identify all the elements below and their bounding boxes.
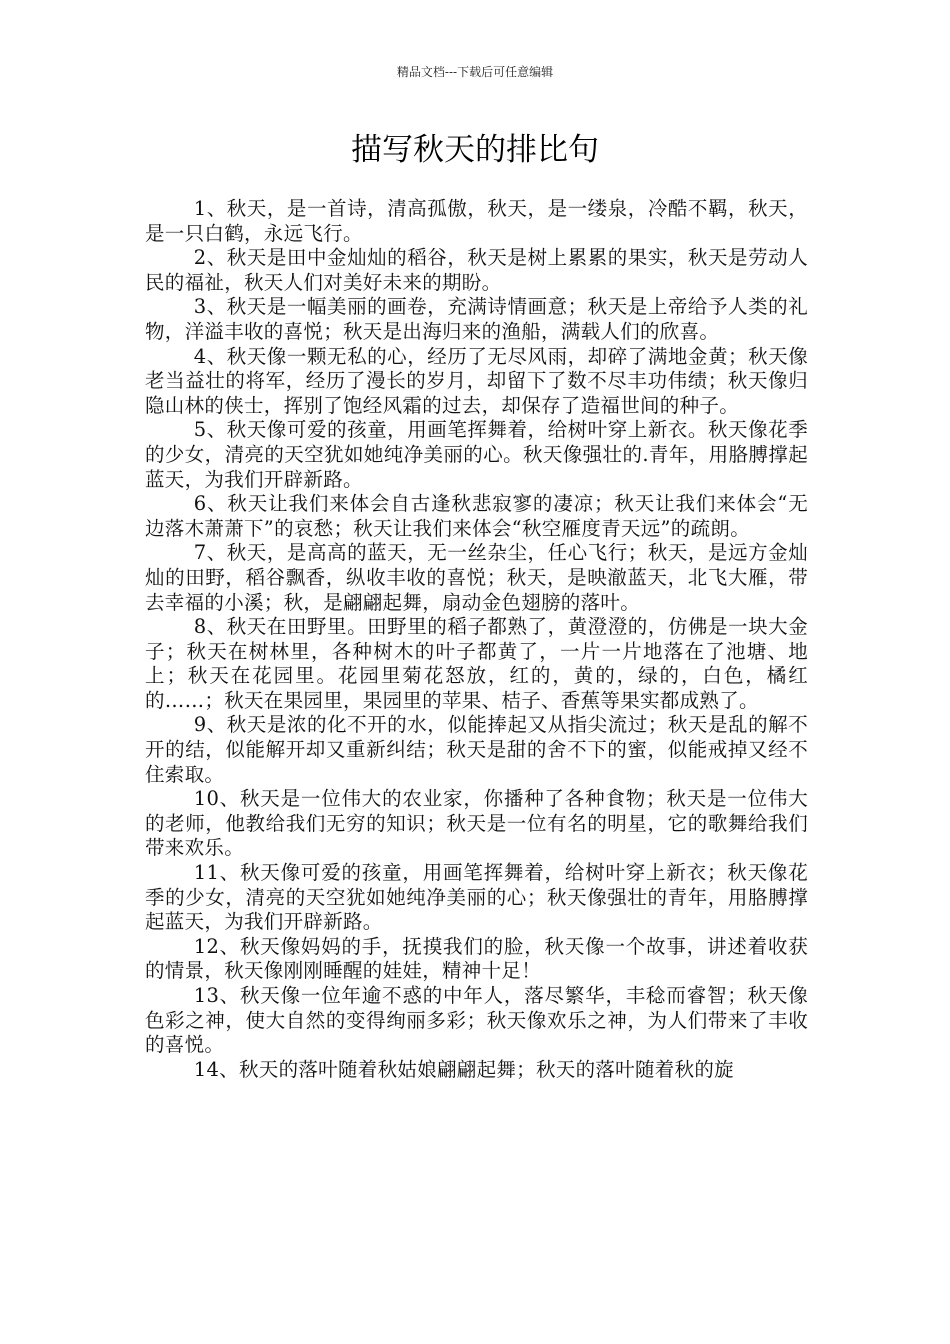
paragraph-14: 14、秋天的落叶随着秋姑娘翩翩起舞；秋天的落叶随着秋的旋 <box>193 1057 734 1081</box>
paragraph-11: 11、秋天像可爱的孩童，用画笔挥舞着，给树叶穿上新衣；秋天像花季的少女，清亮的天空犹如她纯净美丽的心；秋天像强壮的青年，用胳膊撑起蓝天，为我们开辟新路。 <box>145 861 808 934</box>
paragraph-4: 4、秋天像一颗无私的心，经历了无尽风雨，却碎了满地金黄；秋天像老当益壮的将军，经历了漫长的岁月，却留下了数不尽丰功伟绩；秋天像归隐山林的侠士，挥别了饱经风霜的过去，却保存了造福世间的种子。 <box>145 344 808 417</box>
paragraph-12: 12、秋天像妈妈的手，抚摸我们的脸，秋天像一个故事，讲述着收获的情景，秋天像刚刚睡醒的娃娃，精神十足！ <box>145 934 808 983</box>
paragraph-8: 8、秋天在田野里。田野里的稻子都熟了，黄澄澄的，仿佛是一块大金子；秋天在树林里，各种树木的叶子都黄了，一片一片地落在了池塘、地上；秋天在花园里。花园里菊花怒放，红的，黄的，绿的，白色，橘红的……；秋天在果园里，果园里的苹果、桔子、香蕉等果实都成熟了。 <box>145 615 808 712</box>
paragraph-10: 10、秋天是一位伟大的农业家，你播种了各种食物；秋天是一位伟大的老师，他教给我们无穷的知识；秋天是一位有名的明星，它的歌舞给我们带来欢乐。 <box>145 787 808 860</box>
paragraph-2: 2、秋天是田中金灿灿的稻谷，秋天是树上累累的果实，秋天是劳动人民的福祉，秋天人们对美好未来的期盼。 <box>145 246 808 294</box>
document-body <box>145 197 808 1082</box>
paragraph-7: 7、秋天，是高高的蓝天，无一丝杂尘，任心飞行；秋天，是远方金灿灿的田野，稻谷飘香，纵收丰收的喜悦；秋天，是映澈蓝天，北飞大雁，带去幸福的小溪；秋，是翩翩起舞，扇动金色翅膀的落叶。 <box>145 541 808 614</box>
paragraph-9: 9、秋天是浓的化不开的水，似能捧起又从指尖流过；秋天是乱的解不开的结，似能解开却又重新纠结；秋天是甜的舍不下的蜜，似能戒掉又经不住索取。 <box>145 713 808 786</box>
paragraph-5: 5、秋天像可爱的孩童，用画笔挥舞着，给树叶穿上新衣。秋天像花季的少女，清亮的天空犹如她纯净美丽的心。秋天像强壮的.青年，用胳膊撑起蓝天，为我们开辟新路。 <box>145 418 808 491</box>
paragraph-6: 6、秋天让我们来体会自古逢秋悲寂寥的凄凉；秋天让我们来体会“无边落木萧萧下”的哀愁；秋天让我们来体会“秋空雁度青天远”的疏朗。 <box>145 492 808 540</box>
paragraph-3: 3、秋天是一幅美丽的画卷，充满诗情画意；秋天是上帝给予人类的礼物，洋溢丰收的喜悦；秋天是出海归来的渔船，满载人们的欣喜。 <box>145 295 808 343</box>
paragraph-1: 1、秋天，是一首诗，清高孤傲，秋天，是一缕泉，冷酷不羁，秋天，是一只白鹤，永远飞行。 <box>145 197 808 245</box>
document-title: 描写秋天的排比句 <box>351 132 599 168</box>
paragraph-13: 13、秋天像一位年逾不惑的中年人，落尽繁华，丰稔而睿智；秋天像色彩之神，使大自然的变得绚丽多彩；秋天像欢乐之神，为人们带来了丰收的喜悦。 <box>145 984 808 1057</box>
page-header-note: 精品文档---下载后可任意编辑 <box>396 65 554 79</box>
